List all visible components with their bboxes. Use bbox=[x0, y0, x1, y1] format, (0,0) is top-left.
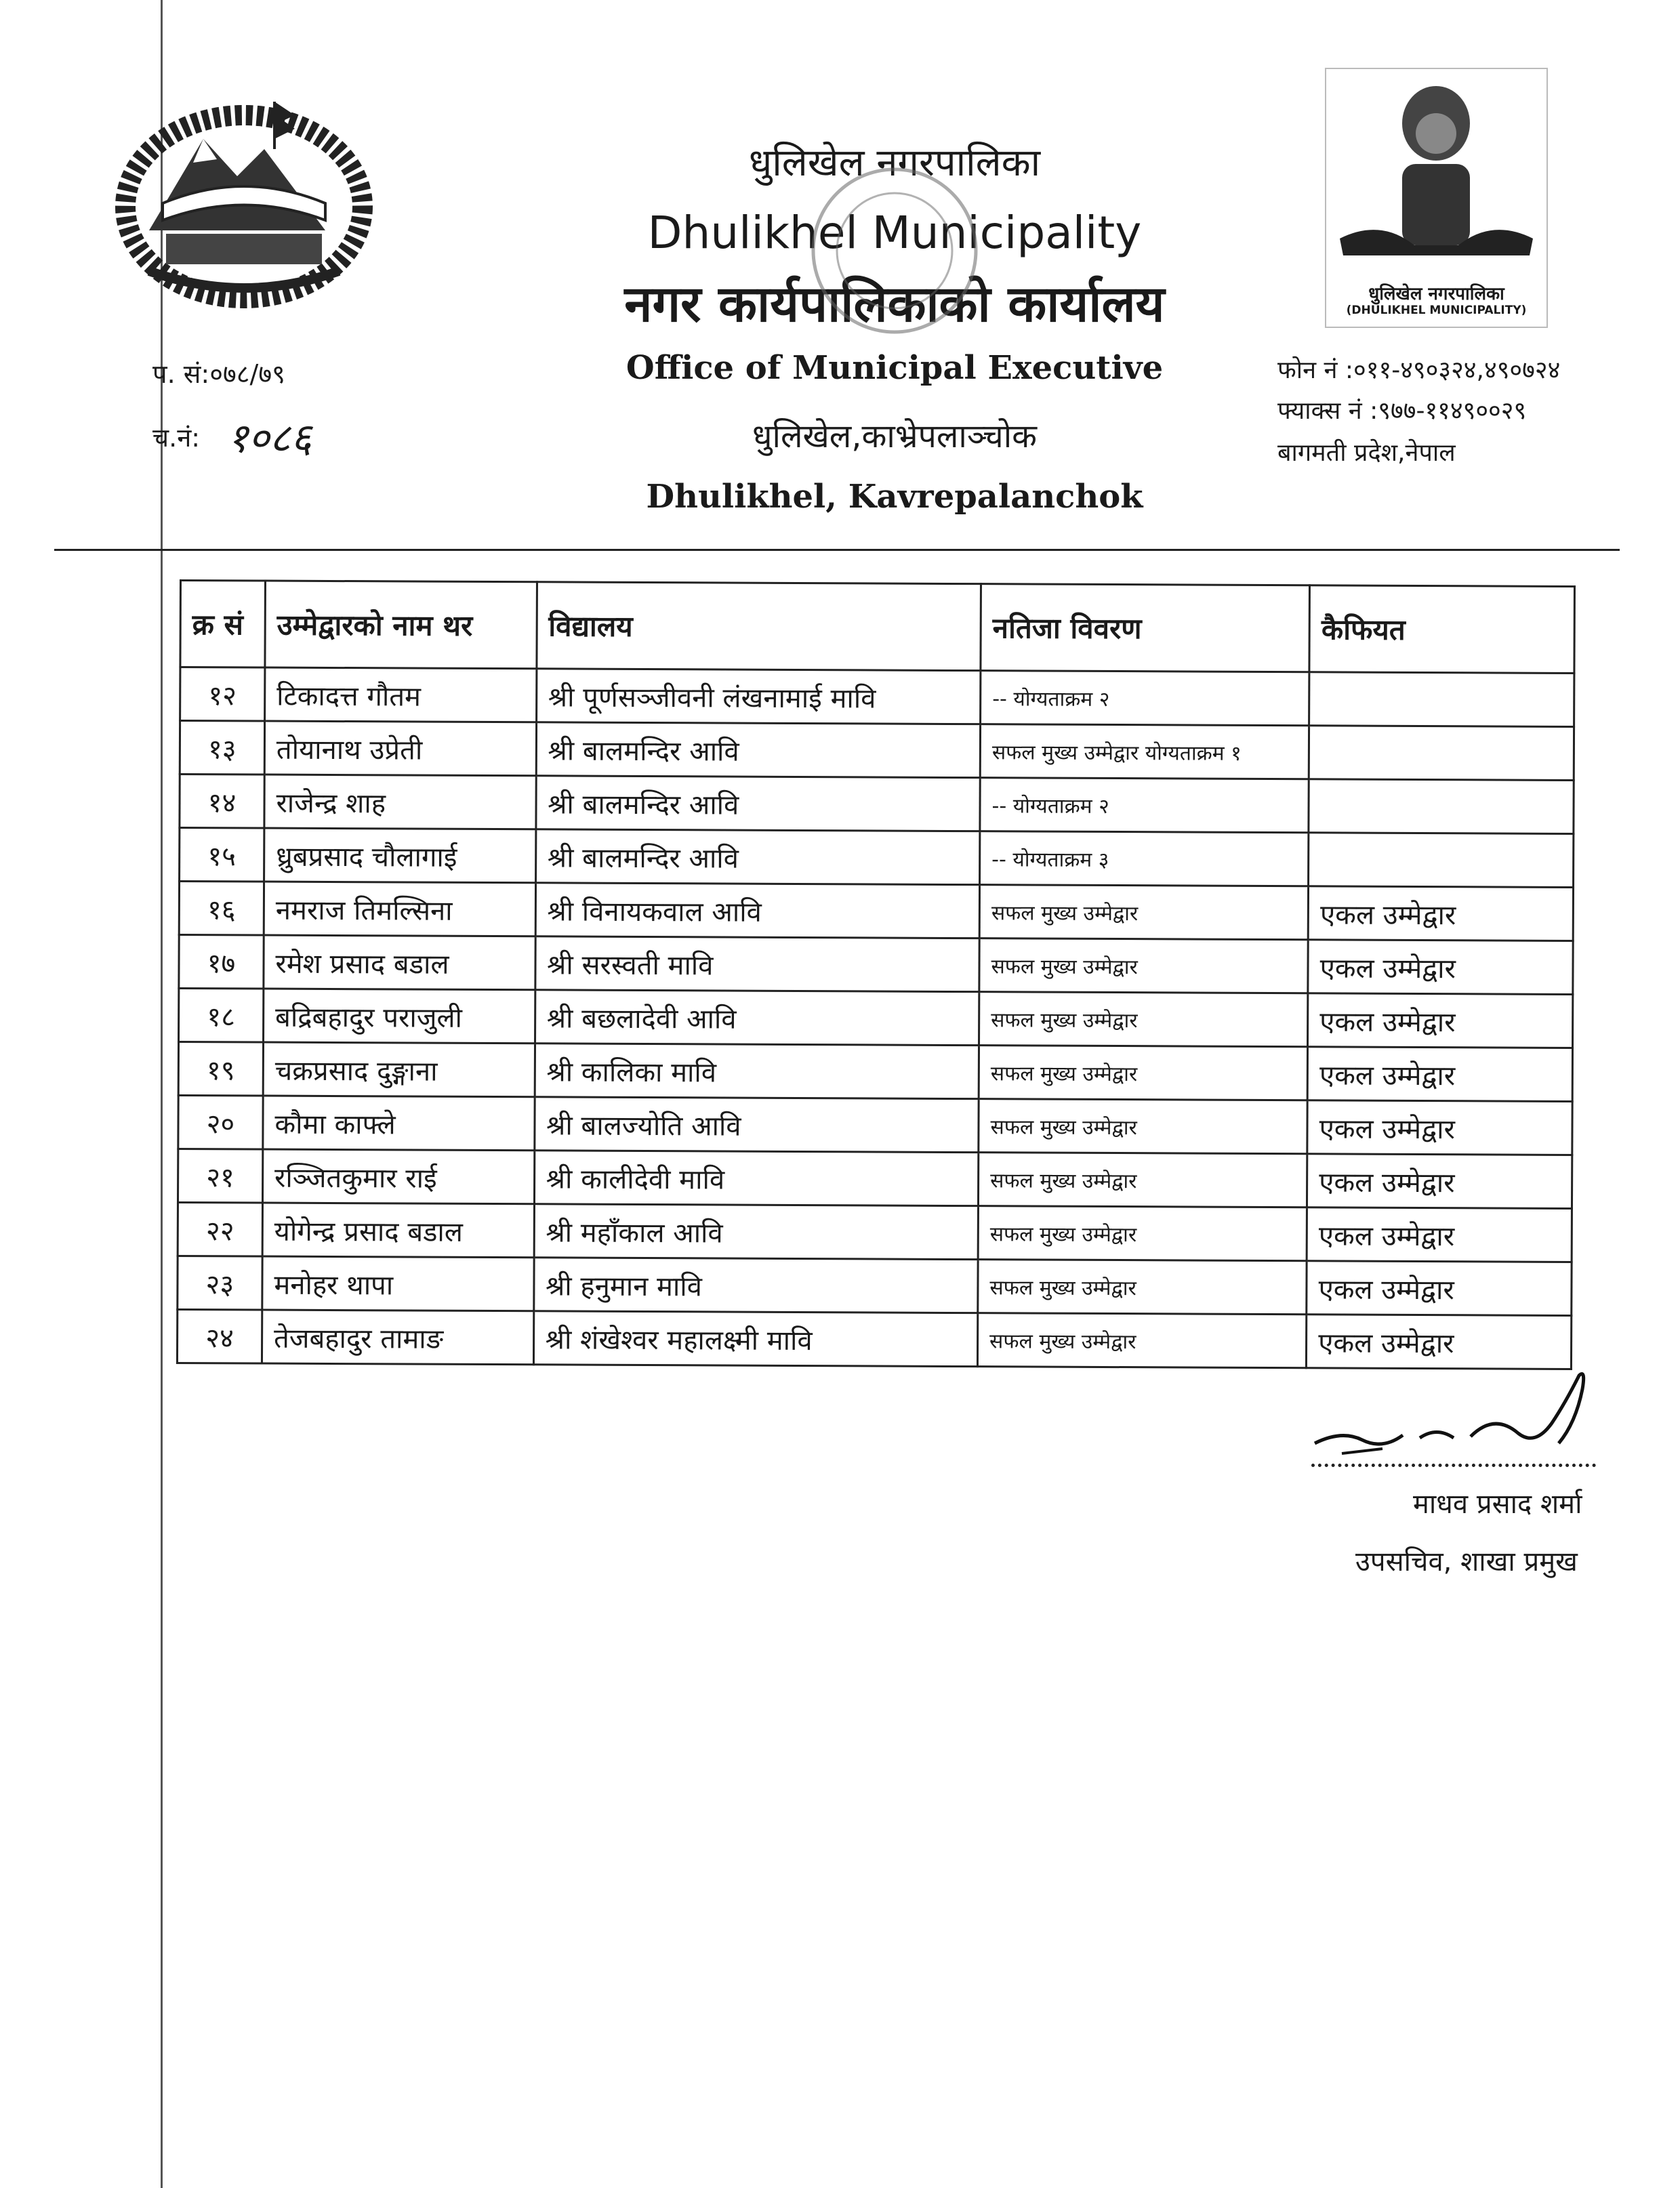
cell-serial: १६ bbox=[179, 882, 264, 936]
province-location: बागमती प्रदेश,नेपाल bbox=[1277, 439, 1456, 467]
table-row bbox=[180, 775, 1574, 834]
cell-serial: १७ bbox=[179, 935, 264, 989]
header-school: विद्यालय bbox=[537, 582, 981, 671]
cell-school: श्री हनुमान मावि bbox=[533, 1258, 978, 1313]
cell-serial: १४ bbox=[180, 775, 264, 829]
cell-school: श्री महाँकाल आवि bbox=[534, 1204, 979, 1260]
table-row bbox=[179, 935, 1573, 995]
cell-candidate-name: रञ्जितकुमार राई bbox=[262, 1149, 534, 1204]
cell-candidate-name: ध्रुबप्रसाद चौलागाई bbox=[264, 828, 535, 883]
cell-school: श्री बालज्योति आवि bbox=[534, 1097, 979, 1153]
dispatch-number-line bbox=[152, 403, 312, 462]
signatory-title: उपसचिव, शाखा प्रमुख bbox=[1355, 1546, 1578, 1577]
municipality-logo bbox=[1325, 68, 1548, 328]
cell-result: सफल मुख्य उम्मेद्वार bbox=[979, 992, 1309, 1047]
cell-candidate-name: बद्रिबहादुर पराजुली bbox=[263, 989, 535, 1044]
dispatch-number-label: च.नं: bbox=[152, 423, 201, 453]
cell-remarks bbox=[1309, 833, 1574, 888]
cell-remarks: एकल उम्मेद्वार bbox=[1307, 1154, 1572, 1209]
address-np: धुलिखेल,काभ्रेपलाञ्चोक bbox=[752, 417, 1037, 455]
cell-candidate-name: तोयानाथ उप्रेती bbox=[264, 721, 536, 776]
handwritten-signature-icon bbox=[1301, 1362, 1626, 1477]
header-candidate-name: उम्मेद्वारको नाम थर bbox=[265, 581, 537, 669]
cell-serial: २३ bbox=[178, 1256, 262, 1310]
cell-result: सफल मुख्य उम्मेद्वार bbox=[978, 1153, 1307, 1207]
cell-serial: २२ bbox=[178, 1202, 262, 1256]
municipality-name-np: धुलिखेल नगरपालिका bbox=[748, 141, 1041, 185]
fax-number: फ्याक्स नं :९७७-११४९००२९ bbox=[1277, 397, 1527, 425]
cell-school: श्री बालमन्दिर आवि bbox=[535, 829, 980, 885]
cell-serial: १३ bbox=[180, 721, 264, 775]
cell-school: श्री बालमन्दिर आवि bbox=[536, 722, 981, 778]
table-row bbox=[180, 721, 1574, 781]
cell-remarks: एकल उम्मेद्वार bbox=[1308, 993, 1573, 1048]
header-serial: क्र सं bbox=[180, 581, 265, 668]
cell-result: सफल मुख्य उम्मेद्वार bbox=[978, 1260, 1307, 1315]
cell-candidate-name: मनोहर थापा bbox=[262, 1256, 534, 1311]
cell-remarks: एकल उम्मेद्वार bbox=[1307, 1207, 1572, 1262]
cell-remarks bbox=[1309, 779, 1574, 834]
cell-result: -- योग्यताक्रम २ bbox=[981, 671, 1310, 726]
office-stamp-icon bbox=[803, 159, 986, 342]
office-name-en: Office of Municipal Executive bbox=[626, 349, 1164, 387]
cell-school: श्री पूर्णसञ्जीवनी लंखनामाई मावि bbox=[536, 669, 981, 724]
cell-remarks: एकल उम्मेद्वार bbox=[1307, 1047, 1572, 1102]
cell-remarks: एकल उम्मेद्वार bbox=[1307, 1315, 1572, 1369]
dispatch-number-handwritten: १०८६ bbox=[227, 415, 312, 462]
cell-candidate-name: राजेन्द्र शाह bbox=[264, 775, 536, 829]
cell-serial: १९ bbox=[178, 1042, 263, 1096]
cell-remarks: एकल उम्मेद्वार bbox=[1307, 1100, 1572, 1155]
cell-candidate-name: चक्रप्रसाद दुङ्गाना bbox=[263, 1042, 535, 1097]
cell-candidate-name: टिकादत्त गौतम bbox=[265, 667, 537, 722]
table-row bbox=[178, 1256, 1572, 1315]
table-row bbox=[180, 667, 1574, 727]
signature-dotted-line bbox=[1311, 1464, 1596, 1467]
cell-school: श्री कालीदेवी मावि bbox=[534, 1151, 979, 1206]
header-result: नतिजा विवरण bbox=[981, 584, 1310, 672]
cell-serial: १५ bbox=[180, 828, 264, 882]
cell-candidate-name: कौमा काफ्ले bbox=[263, 1096, 535, 1151]
cell-serial: २४ bbox=[177, 1309, 262, 1363]
cell-school: श्री विनायकवाल आवि bbox=[535, 883, 980, 938]
table-row bbox=[178, 1042, 1572, 1102]
table-row bbox=[178, 1095, 1572, 1155]
letter-reference-number: प. सं:०७८/७९ bbox=[152, 359, 285, 389]
cell-serial: २१ bbox=[178, 1149, 262, 1203]
cell-school: श्री सरस्वती मावि bbox=[535, 936, 979, 992]
table-row bbox=[177, 1309, 1571, 1369]
cell-result: -- योग्यताक्रम ३ bbox=[980, 831, 1309, 886]
table-row bbox=[180, 828, 1574, 888]
cell-candidate-name: नमराज तिमल्सिना bbox=[264, 882, 535, 936]
cell-remarks: एकल उम्मेद्वार bbox=[1307, 1261, 1572, 1316]
cell-serial: २० bbox=[178, 1095, 263, 1149]
cell-candidate-name: योगेन्द्र प्रसाद बडाल bbox=[262, 1203, 534, 1258]
header-divider bbox=[54, 549, 1620, 551]
table-row bbox=[178, 1202, 1572, 1262]
table-row bbox=[179, 882, 1573, 941]
cell-candidate-name: रमेश प्रसाद बडाल bbox=[264, 935, 535, 990]
results-table bbox=[176, 579, 1576, 1370]
cell-result: सफल मुख्य उम्मेद्वार योग्यताक्रम १ bbox=[980, 724, 1309, 779]
margin-line bbox=[161, 0, 163, 2188]
logo-text-en: (DHULIKHEL MUNICIPALITY) bbox=[1346, 304, 1527, 317]
nepal-emblem-icon bbox=[102, 88, 386, 312]
cell-school: श्री कालिका मावि bbox=[535, 1044, 979, 1099]
cell-result: सफल मुख्य उम्मेद्वार bbox=[979, 1099, 1308, 1154]
cell-remarks: एकल उम्मेद्वार bbox=[1308, 886, 1573, 941]
logo-text-np: धुलिखेल नगरपालिका bbox=[1368, 284, 1504, 304]
cell-result: -- योग्यताक्रम २ bbox=[980, 778, 1309, 833]
cell-school: श्री बालमन्दिर आवि bbox=[535, 776, 980, 831]
table-header-row bbox=[180, 581, 1575, 674]
cell-remarks bbox=[1309, 672, 1574, 727]
cell-school: श्री बछलादेवी आवि bbox=[535, 990, 979, 1046]
cell-candidate-name: तेजबहादुर तामाङ bbox=[262, 1310, 533, 1365]
cell-result: सफल मुख्य उम्मेद्वार bbox=[979, 938, 1309, 993]
municipality-name-en: Dhulikhel Municipality bbox=[647, 207, 1142, 259]
phone-number: फोन नं :०११-४९०३२४,४९०७२४ bbox=[1277, 356, 1561, 384]
cell-school: श्री शंखेश्वर महालक्ष्मी मावि bbox=[533, 1311, 978, 1367]
cell-result: सफल मुख्य उम्मेद्वार bbox=[979, 885, 1309, 940]
cell-result: सफल मुख्य उम्मेद्वार bbox=[978, 1206, 1307, 1261]
cell-result: सफल मुख्य उम्मेद्वार bbox=[979, 1046, 1308, 1100]
address-en: Dhulikhel, Kavrepalanchok bbox=[646, 478, 1143, 516]
office-name-np: नगर कार्यपालिकाको कार्यालय bbox=[624, 275, 1165, 333]
cell-result: सफल मुख्य उम्मेद्वार bbox=[977, 1313, 1307, 1368]
table-row bbox=[179, 989, 1573, 1048]
header-remarks: कैफियत bbox=[1309, 585, 1574, 674]
cell-serial: १८ bbox=[179, 989, 264, 1043]
deity-logo-icon bbox=[1326, 69, 1546, 272]
cell-remarks: एकल उम्मेद्वार bbox=[1308, 940, 1573, 995]
cell-remarks bbox=[1309, 726, 1574, 781]
table-row bbox=[178, 1149, 1572, 1208]
signatory-name: माधव प्रसाद शर्मा bbox=[1413, 1489, 1582, 1520]
cell-serial: १२ bbox=[180, 667, 265, 722]
